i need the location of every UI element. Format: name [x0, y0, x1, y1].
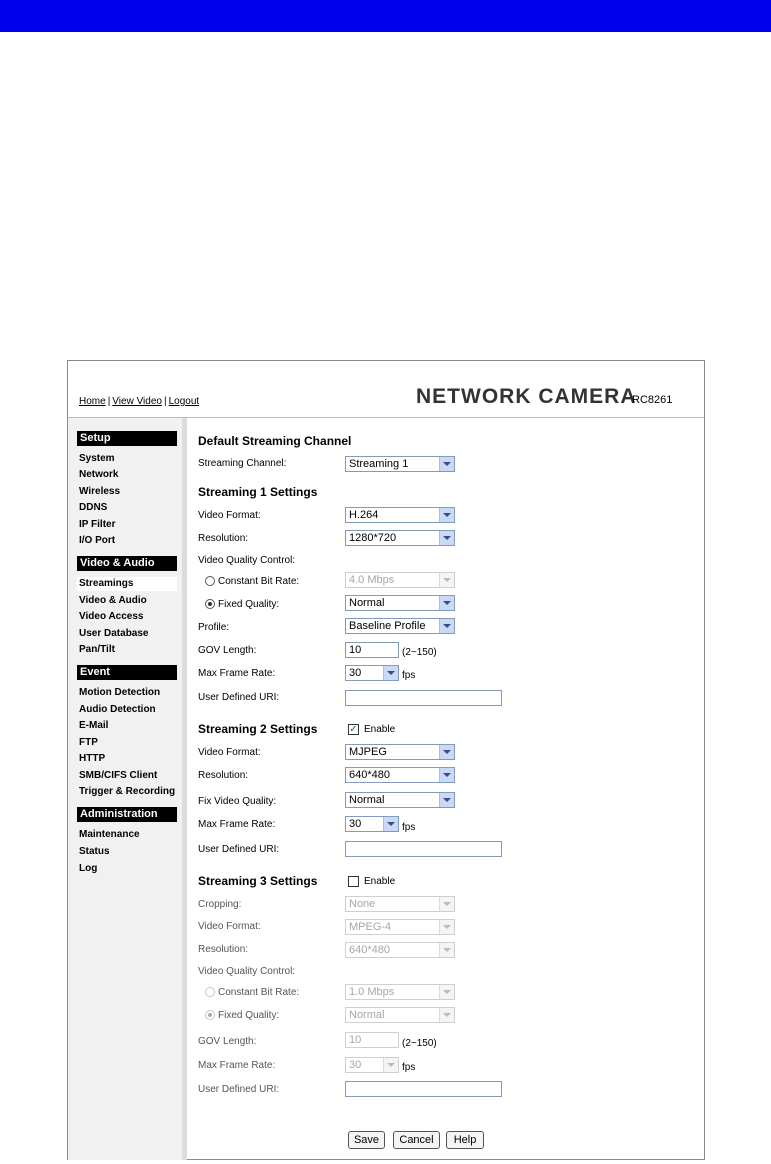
chevron-down-icon — [439, 943, 454, 957]
s3-cropping-value: None — [349, 898, 376, 910]
logout-link[interactable]: Logout — [168, 396, 200, 407]
camera-web-ui — [67, 360, 705, 1160]
streaming1-heading: Streaming 1 Settings — [198, 485, 318, 499]
sidebar-item-status[interactable]: Status — [79, 846, 110, 857]
s3-quality-control-label: Video Quality Control: — [198, 966, 296, 977]
sidebar-item-trigger-recording[interactable]: Trigger & Recording — [79, 786, 176, 797]
s2-resolution-value: 640*480 — [349, 769, 390, 781]
s1-quality-control-label: Video Quality Control: — [198, 555, 296, 566]
sidebar-item-pan-tilt[interactable]: Pan/Tilt — [79, 644, 115, 655]
chevron-down-icon — [439, 596, 454, 610]
chevron-down-icon — [439, 1008, 454, 1022]
s2-video-format-value: MJPEG — [349, 746, 387, 758]
s2-resolution-select[interactable] — [345, 767, 455, 783]
s3-fps-label: Max Frame Rate: — [198, 1060, 276, 1071]
sidebar-item-ddns[interactable]: DDNS — [79, 502, 108, 513]
home-link[interactable]: Home — [79, 396, 106, 407]
sidebar-section-event: Event — [77, 665, 177, 680]
s3-enable-label: Enable — [364, 876, 396, 887]
sidebar-item-email[interactable]: E-Mail — [79, 720, 109, 731]
s3-gov-hint: (2~150) — [402, 1038, 437, 1049]
s1-uri-input[interactable] — [345, 690, 502, 706]
s3-resolution-label: Resolution: — [198, 944, 249, 955]
s3-video-format-label: Video Format: — [198, 921, 261, 932]
top-banner — [0, 0, 771, 32]
chevron-down-icon — [383, 817, 398, 831]
sidebar-item-system[interactable]: System — [79, 453, 115, 464]
top-links — [79, 396, 199, 407]
s1-cbr-value: 4.0 Mbps — [349, 574, 395, 586]
s3-video-format-select[interactable] — [345, 919, 455, 935]
view-video-link[interactable]: View Video — [112, 396, 162, 407]
brand-title: NETWORK CAMERA — [416, 385, 637, 408]
s2-fps-label: Max Frame Rate: — [198, 819, 276, 830]
cancel-button[interactable]: Cancel — [393, 1131, 440, 1149]
sidebar-item-io-port[interactable]: I/O Port — [79, 535, 116, 546]
s1-fps-value: 30 — [349, 667, 362, 679]
sidebar-item-motion-detection[interactable]: Motion Detection — [79, 687, 161, 698]
s2-fix-quality-value: Normal — [349, 794, 385, 806]
s3-fixed-quality-value: Normal — [349, 1009, 385, 1021]
s1-gov-hint: (2~150) — [402, 647, 437, 658]
s2-enable-checkbox[interactable]: ✓ — [349, 724, 358, 735]
chevron-down-icon — [439, 508, 454, 522]
s1-profile-value: Baseline Profile — [349, 620, 426, 632]
s1-fps-unit: fps — [402, 670, 416, 681]
sidebar-item-network[interactable]: Network — [79, 469, 119, 480]
s2-enable-label: Enable — [364, 724, 396, 735]
default-channel-heading: Default Streaming Channel — [198, 434, 352, 448]
s3-fps-select[interactable] — [345, 1057, 399, 1073]
sidebar-nav — [68, 418, 187, 1160]
s2-uri-label: User Defined URI: — [198, 844, 280, 855]
s3-cropping-label: Cropping: — [198, 899, 242, 910]
s1-fixed-quality-radio[interactable] — [205, 599, 215, 609]
s1-cbr-radio[interactable] — [205, 576, 215, 586]
s1-profile-select[interactable] — [345, 618, 455, 634]
sidebar-section-setup: Setup — [77, 431, 177, 446]
s3-uri-label: User Defined URI: — [198, 1084, 280, 1095]
streaming-channel-value: Streaming 1 — [349, 458, 409, 470]
model-number: RC8261 — [632, 394, 673, 406]
s1-video-format-label: Video Format: — [198, 510, 261, 521]
s1-resolution-label: Resolution: — [198, 533, 249, 544]
s3-gov-input[interactable]: 10 — [345, 1032, 399, 1048]
sidebar-item-video-access[interactable]: Video Access — [79, 611, 144, 622]
chevron-down-icon — [439, 573, 454, 587]
s1-gov-label: GOV Length: — [198, 645, 257, 656]
chevron-down-icon — [439, 457, 454, 471]
sidebar-item-audio-detection[interactable]: Audio Detection — [79, 704, 156, 715]
sidebar-item-ftp[interactable]: FTP — [79, 737, 98, 748]
chevron-down-icon — [439, 531, 454, 545]
chevron-down-icon — [439, 793, 454, 807]
streaming-channel-select[interactable] — [345, 456, 455, 472]
streaming-channel-label: Streaming Channel: — [198, 458, 287, 469]
streaming3-heading: Streaming 3 Settings — [198, 874, 318, 888]
s1-fps-label: Max Frame Rate: — [198, 668, 276, 679]
streaming2-heading: Streaming 2 Settings — [198, 722, 318, 736]
chevron-down-icon — [383, 1058, 398, 1072]
chevron-down-icon — [383, 666, 398, 680]
s3-fps-value: 30 — [349, 1059, 362, 1071]
s3-fps-unit: fps — [402, 1062, 416, 1073]
sidebar-section-video-audio: Video & Audio — [77, 556, 177, 571]
chevron-down-icon — [439, 768, 454, 782]
sidebar-item-streamings[interactable]: Streamings — [77, 577, 177, 591]
s1-fixed-quality-select[interactable] — [345, 595, 455, 611]
sidebar-item-maintenance[interactable]: Maintenance — [79, 829, 140, 840]
streaming-settings-form — [188, 418, 704, 1160]
chevron-down-icon — [439, 619, 454, 633]
sidebar-item-video-audio[interactable]: Video & Audio — [79, 595, 147, 606]
link-separator: | — [107, 396, 111, 407]
s3-fixed-quality-radio[interactable] — [205, 1010, 215, 1020]
s2-fps-value: 30 — [349, 818, 362, 830]
sidebar-item-smb-cifs-client[interactable]: SMB/CIFS Client — [79, 770, 158, 781]
chevron-down-icon — [439, 985, 454, 999]
sidebar-section-administration: Administration — [77, 807, 177, 822]
sidebar-item-ip-filter[interactable]: IP Filter — [79, 519, 116, 530]
s3-video-format-value: MPEG-4 — [349, 921, 392, 933]
s1-fixed-quality-value: Normal — [349, 597, 385, 609]
s2-uri-input[interactable] — [345, 841, 502, 857]
s3-fixed-quality-select[interactable] — [345, 1007, 455, 1023]
s3-cbr-radio[interactable] — [205, 987, 215, 997]
save-button[interactable]: Save — [348, 1131, 385, 1149]
s2-fix-quality-label: Fix Video Quality: — [198, 796, 277, 807]
s1-uri-label: User Defined URI: — [198, 692, 280, 703]
s3-cropping-select[interactable] — [345, 896, 455, 912]
s3-cbr-select[interactable] — [345, 984, 455, 1000]
s2-video-format-label: Video Format: — [198, 747, 261, 758]
s1-resolution-value: 1280*720 — [349, 532, 397, 544]
sidebar-item-user-database[interactable]: User Database — [79, 628, 149, 639]
s3-gov-label: GOV Length: — [198, 1036, 257, 1047]
page-header — [68, 361, 704, 418]
s3-resolution-select[interactable] — [345, 942, 455, 958]
s3-uri-input[interactable] — [345, 1081, 502, 1097]
s3-cbr-label: Constant Bit Rate: — [218, 987, 300, 998]
chevron-down-icon — [439, 745, 454, 759]
s1-video-format-value: H.264 — [349, 509, 379, 521]
s1-profile-label: Profile: — [198, 622, 230, 633]
sidebar-item-wireless[interactable]: Wireless — [79, 486, 121, 497]
s1-cbr-label: Constant Bit Rate: — [218, 576, 300, 587]
s3-cbr-value: 1.0 Mbps — [349, 986, 395, 998]
s2-fix-quality-select[interactable] — [345, 792, 455, 808]
s3-resolution-value: 640*480 — [349, 944, 390, 956]
help-button[interactable]: Help — [446, 1131, 484, 1149]
s1-gov-input[interactable]: 10 — [345, 642, 399, 658]
sidebar-item-http[interactable]: HTTP — [79, 753, 106, 764]
s2-fps-unit: fps — [402, 822, 416, 833]
s2-video-format-select[interactable] — [345, 744, 455, 760]
s1-fps-select[interactable] — [345, 665, 399, 681]
s3-enable-checkbox[interactable] — [348, 876, 359, 887]
link-separator: | — [163, 396, 167, 407]
s2-fps-select[interactable] — [345, 816, 399, 832]
s1-video-format-select[interactable] — [345, 507, 455, 523]
s2-resolution-label: Resolution: — [198, 770, 249, 781]
s3-fixed-quality-label: Fixed Quality: — [218, 1010, 280, 1021]
s1-cbr-select[interactable] — [345, 572, 455, 588]
chevron-down-icon — [439, 897, 454, 911]
s1-fixed-quality-label: Fixed Quality: — [218, 599, 280, 610]
chevron-down-icon — [439, 920, 454, 934]
sidebar-item-log[interactable]: Log — [79, 863, 98, 874]
s1-resolution-select[interactable] — [345, 530, 455, 546]
